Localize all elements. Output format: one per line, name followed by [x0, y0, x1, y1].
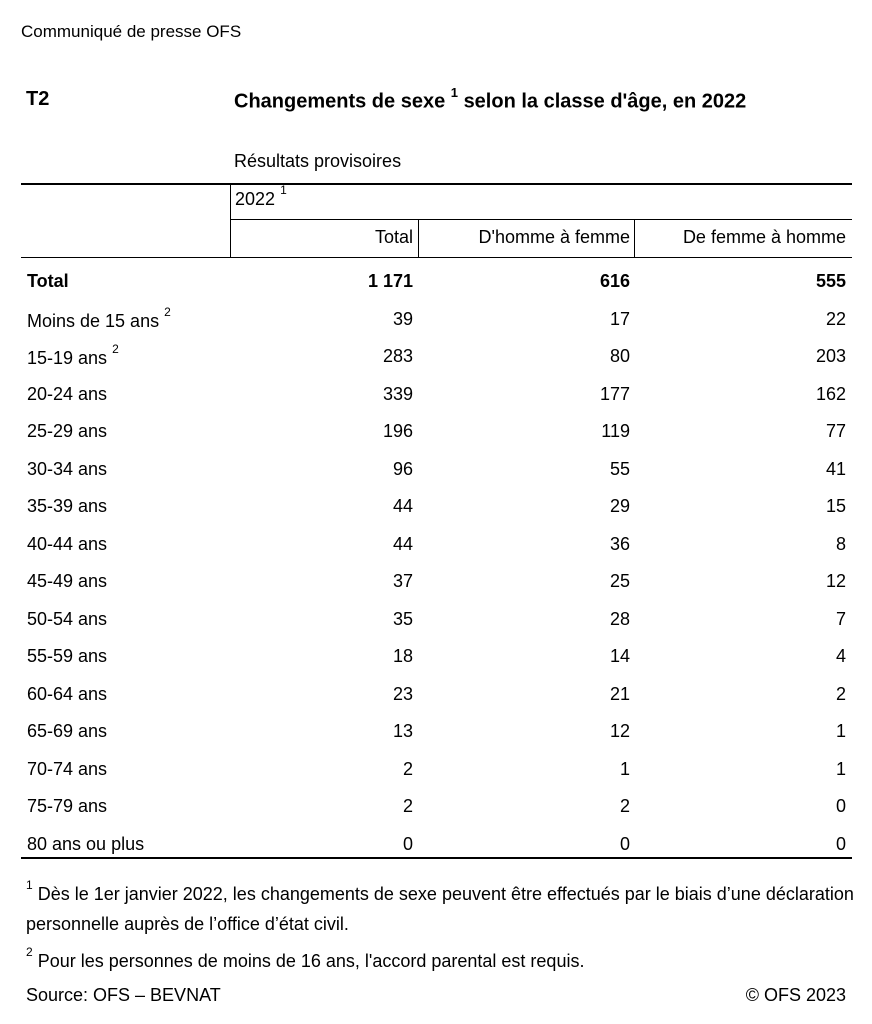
cell-h2f: 0 — [619, 833, 630, 854]
cell-total: 18 — [392, 646, 413, 666]
colhead-f2h: De femme à homme — [682, 227, 846, 247]
row-label-text: 80 ans ou plus — [27, 833, 145, 854]
cell-total: 2 — [402, 758, 413, 779]
cell-f2h: 0 — [835, 833, 846, 854]
table-row — [0, 342, 872, 383]
table-row — [0, 304, 872, 346]
cell-h2f: 80 — [609, 346, 630, 366]
row-label — [27, 796, 107, 817]
cell-total: 2 — [402, 796, 413, 816]
cell-total: 44 — [392, 496, 413, 516]
cell-f2h: 22 — [825, 308, 846, 329]
cell-f2h: 1 — [835, 721, 846, 741]
row-label-text: 25-29 ans — [27, 421, 108, 441]
table-row — [0, 421, 872, 458]
cell-total: 339 — [382, 383, 413, 404]
row-label — [27, 496, 107, 517]
row-label-text: 75-79 ans — [27, 796, 108, 816]
cell-h2f: 177 — [599, 383, 630, 404]
year-rule — [230, 219, 852, 220]
footnote-2-marker: 2 — [26, 945, 33, 959]
colhead-h2f: D'homme à femme — [478, 227, 630, 247]
cell-h2f: 14 — [609, 646, 630, 666]
cell-h2f: 1 — [619, 758, 630, 779]
source-note: Source: OFS – BEVNAT — [26, 985, 221, 1005]
table-row — [0, 571, 872, 608]
row-label-text: 50-54 ans — [27, 608, 108, 629]
row-label-text: 30-34 ans — [27, 458, 108, 479]
footnote-1-text: Dès le 1er janvier 2022, les changements de sexe peuvent être effectués par le biais d’une déclaration personnelle auprès de l’office d’état civil. — [26, 884, 854, 934]
publication-header: Communiqué de presse OFS — [21, 22, 242, 41]
title-footnote-ref: 1 — [450, 85, 458, 100]
row-label-text: 55-59 ans — [27, 646, 108, 666]
top-rule — [21, 183, 852, 185]
footnote-2-text: Pour les personnes de moins de 16 ans, l'accord parental est requis. — [37, 951, 585, 971]
table-row — [0, 646, 872, 683]
row-label — [27, 384, 107, 405]
row-footnote-ref: 2 — [164, 304, 171, 319]
row-label — [27, 609, 107, 630]
cell-f2h: 77 — [825, 421, 846, 441]
table-title — [234, 85, 747, 114]
table-row — [0, 796, 872, 833]
row-label-text: 35-39 ans — [27, 496, 108, 516]
cell-h2f: 12 — [609, 721, 630, 741]
row-label-text: 65-69 ans — [27, 721, 108, 741]
cell-f2h: 203 — [815, 346, 846, 366]
row-label-text: 60-64 ans — [27, 683, 108, 704]
table-row — [0, 384, 872, 421]
cell-total: 13 — [392, 721, 413, 741]
cell-f2h: 0 — [835, 796, 846, 816]
colhead-total: Total — [374, 227, 413, 247]
header-bottom-rule — [21, 257, 852, 258]
row-label — [27, 684, 107, 705]
year-header — [235, 183, 287, 210]
cell-f2h: 162 — [815, 383, 846, 404]
cell-total: 39 — [392, 308, 413, 329]
row-label-text: 20-24 ans — [27, 383, 108, 404]
cell-total: 35 — [392, 608, 413, 629]
cell-h2f: 29 — [609, 496, 630, 516]
row-label — [27, 304, 171, 332]
table-row — [0, 534, 872, 571]
cell-total: 1 171 — [367, 271, 413, 291]
table-row — [0, 459, 872, 496]
cell-f2h: 15 — [825, 496, 846, 516]
cell-f2h: 555 — [815, 271, 846, 291]
cell-h2f: 55 — [609, 458, 630, 479]
footnote-2 — [26, 941, 856, 976]
title-rest: selon la classe d'âge, en 2022 — [463, 90, 747, 113]
table-row — [0, 609, 872, 646]
table-row — [0, 271, 872, 308]
cell-total: 0 — [402, 833, 413, 854]
cell-total: 283 — [382, 346, 413, 366]
cell-f2h: 41 — [825, 458, 846, 479]
row-label — [27, 459, 107, 480]
table-subtitle: Résultats provisoires — [234, 151, 402, 171]
row-footnote-ref: 2 — [112, 342, 119, 356]
row-label — [27, 759, 107, 780]
year-footnote-ref: 1 — [280, 183, 287, 197]
cell-total: 44 — [392, 533, 413, 554]
cell-total: 37 — [392, 571, 413, 591]
row-label — [27, 421, 107, 442]
cell-total: 23 — [392, 683, 413, 704]
copyright: © OFS 2023 — [745, 985, 846, 1005]
cell-h2f: 17 — [609, 308, 630, 329]
row-label-text: 40-44 ans — [27, 533, 108, 554]
table-row — [0, 834, 872, 871]
table-row — [0, 684, 872, 721]
row-label — [27, 721, 107, 742]
row-label — [27, 834, 144, 855]
cell-h2f: 616 — [599, 271, 630, 291]
row-label-text: Moins de 15 ans — [27, 310, 160, 331]
cell-f2h: 1 — [835, 758, 846, 779]
row-label-text: 70-74 ans — [27, 758, 108, 779]
row-label — [27, 534, 107, 555]
table-row — [0, 496, 872, 533]
cell-f2h: 8 — [835, 533, 846, 554]
cell-h2f: 36 — [609, 533, 630, 554]
row-label — [27, 646, 107, 667]
cell-total: 96 — [392, 458, 413, 479]
row-label-text: Total — [27, 271, 69, 291]
col-divider-1 — [418, 220, 419, 257]
cell-h2f: 25 — [609, 571, 630, 591]
row-label-text: 45-49 ans — [27, 571, 108, 591]
table-row — [0, 759, 872, 796]
cell-total: 196 — [382, 421, 413, 441]
table-id: T2 — [26, 88, 50, 110]
row-label-text: 15-19 ans — [27, 348, 108, 368]
stub-divider — [230, 185, 231, 257]
cell-f2h: 4 — [835, 646, 846, 666]
row-label — [27, 571, 107, 592]
cell-f2h: 12 — [825, 571, 846, 591]
col-divider-2 — [634, 220, 635, 257]
row-label — [27, 342, 119, 369]
footnote-1-marker: 1 — [26, 878, 33, 892]
cell-f2h: 7 — [835, 608, 846, 629]
cell-h2f: 119 — [601, 421, 630, 441]
row-label — [27, 271, 69, 292]
footnote-1 — [26, 874, 856, 939]
cell-h2f: 21 — [609, 683, 630, 704]
table-row — [0, 721, 872, 758]
cell-h2f: 2 — [619, 796, 630, 816]
title-main: Changements de sexe — [234, 90, 446, 113]
cell-f2h: 2 — [835, 683, 846, 704]
year-label: 2022 — [235, 189, 276, 209]
cell-h2f: 28 — [609, 608, 630, 629]
